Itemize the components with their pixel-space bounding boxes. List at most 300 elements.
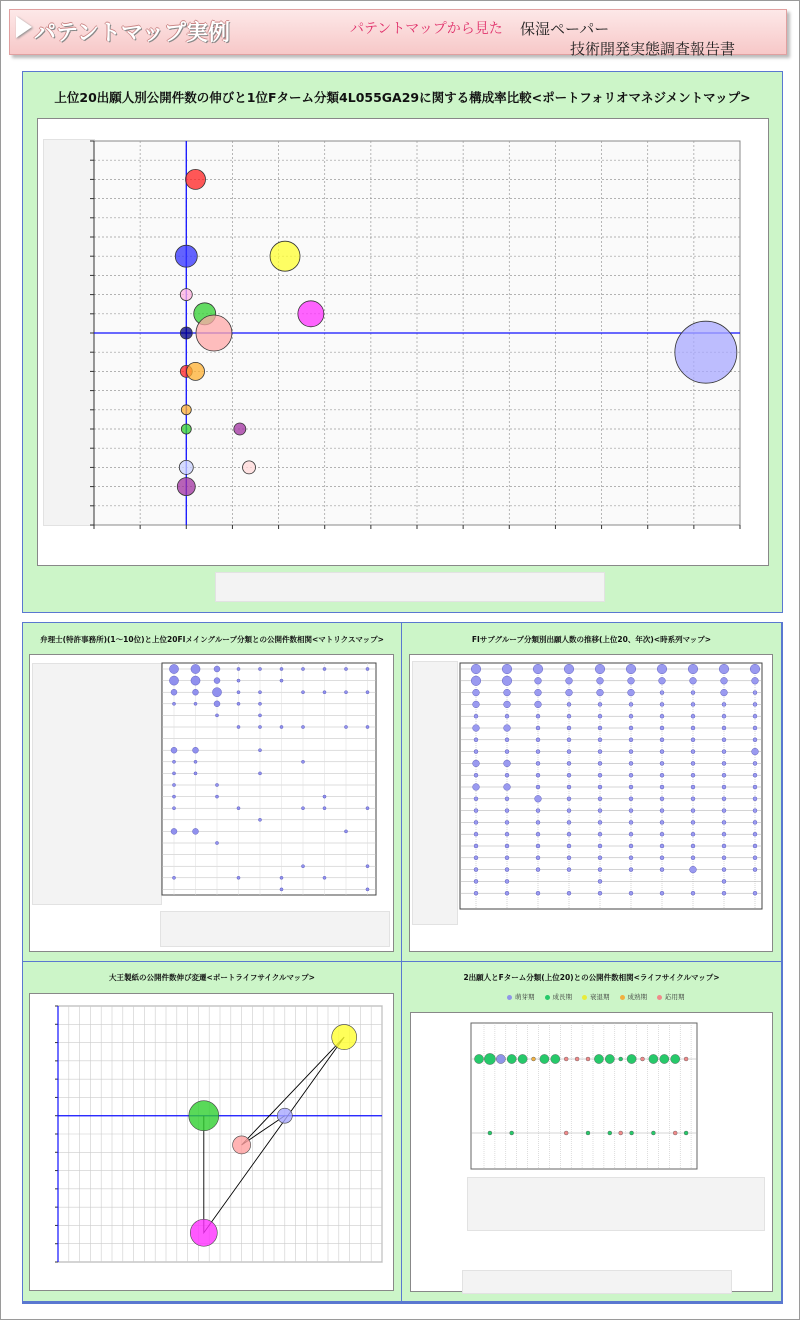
- ts-bubble: [629, 809, 633, 813]
- ts-bubble: [502, 664, 512, 674]
- lc2-bubble: [641, 1057, 645, 1061]
- ts-bubble: [629, 714, 633, 718]
- ts-bubble: [505, 856, 509, 860]
- ts-bubble: [505, 738, 509, 742]
- ts-bubble: [626, 664, 636, 674]
- ts-bubble: [504, 689, 511, 696]
- ts-bubble: [722, 891, 726, 895]
- ts-bubble: [474, 797, 478, 801]
- lc2-bubble: [496, 1054, 505, 1063]
- matrix-bubble-5: [280, 667, 283, 670]
- matrix-bubble-2: [214, 666, 220, 672]
- bubble-7: [196, 315, 232, 351]
- blurred-note-area: [215, 572, 605, 602]
- matrix-bubble-22: [344, 691, 347, 694]
- matrix-bubble-15: [171, 689, 177, 695]
- chart-lifecycle2-svg: [411, 1013, 772, 1173]
- matrix-bubble-28: [258, 702, 261, 705]
- panel-portfolio-title: 上位20出願人別公開件数の伸びと1位Fターム分類4L055GA29に関する構成率比較<ポートフォリオマネジメントマップ>: [54, 90, 751, 105]
- bubble-3: [180, 289, 192, 301]
- ts-bubble: [535, 701, 542, 708]
- chart-portfolio: [37, 118, 769, 566]
- chart-lifecycle: [29, 993, 394, 1291]
- matrix-bubble-55: [366, 807, 369, 810]
- legend-label: 萌芽期: [515, 993, 535, 1001]
- ts-bubble: [536, 714, 540, 718]
- legend-label: 衰退期: [590, 993, 610, 1001]
- panel-lifecycle2-title: 2出願人とFターム分類(上位20)との公開件数相関<ライフサイクルマップ>: [463, 973, 720, 982]
- ts-bubble: [660, 844, 664, 848]
- ts-bubble: [721, 677, 728, 684]
- ts-bubble: [505, 820, 509, 824]
- ts-bubble: [567, 726, 571, 730]
- chart-timeseries: [409, 654, 773, 952]
- ts-bubble: [595, 664, 605, 674]
- matrix-bubble-25: [194, 702, 197, 705]
- ts-bubble: [536, 738, 540, 742]
- legend-swatch: [620, 995, 625, 1000]
- ts-bubble: [629, 832, 633, 836]
- ts-bubble: [505, 879, 509, 883]
- lc2-bubble: [673, 1131, 677, 1135]
- blurred-note-area: [462, 1270, 732, 1294]
- ts-bubble: [629, 797, 633, 801]
- ts-bubble: [505, 797, 509, 801]
- bubble-13: [234, 423, 246, 435]
- bubble-8: [675, 321, 737, 383]
- matrix-bubble-3: [237, 667, 240, 670]
- ts-bubble: [629, 891, 633, 895]
- matrix-bubble-43: [172, 772, 175, 775]
- ts-bubble: [567, 750, 571, 754]
- matrix-bubble-36: [366, 725, 369, 728]
- matrix-bubble-58: [193, 828, 199, 834]
- ts-bubble: [753, 702, 757, 706]
- matrix-bubble-41: [194, 760, 197, 763]
- ts-bubble: [535, 795, 542, 802]
- ts-bubble: [691, 856, 695, 860]
- chart-lifecycle-svg: [30, 994, 393, 1290]
- ts-bubble: [629, 785, 633, 789]
- panel-lifecycle: [23, 962, 401, 1301]
- ts-bubble: [567, 797, 571, 801]
- ts-bubble: [753, 856, 757, 860]
- chart-portfolio-svg: [38, 119, 768, 565]
- matrix-bubble-13: [237, 679, 240, 682]
- lc2-bubble: [605, 1054, 614, 1063]
- panel-timeseries-title: FIサブグループ分類別出願人数の推移(上位20、年次)<時系列マップ>: [471, 635, 712, 644]
- ts-bubble: [505, 773, 509, 777]
- matrix-bubble-21: [323, 691, 326, 694]
- ts-bubble: [473, 689, 480, 696]
- bubble-10: [187, 362, 205, 380]
- page-title: パテントマップ実例: [34, 21, 231, 46]
- matrix-bubble-10: [169, 676, 178, 685]
- ts-bubble: [474, 856, 478, 860]
- source-label: パテントマップから見た: [350, 21, 503, 37]
- header-banner: [9, 9, 787, 58]
- matrix-bubble-26: [214, 701, 220, 707]
- matrix-bubble-34: [301, 725, 304, 728]
- report-label: 技術開発実態調査報告書: [570, 40, 736, 58]
- subject-label: 保湿ペーパー: [520, 20, 610, 38]
- ts-bubble: [660, 797, 664, 801]
- matrix-bubble-35: [344, 725, 347, 728]
- lc2-bubble: [510, 1131, 514, 1135]
- lc2-bubble: [474, 1054, 483, 1063]
- ts-bubble: [660, 868, 664, 872]
- ts-bubble: [722, 879, 726, 883]
- ts-bubble: [690, 677, 697, 684]
- ts-bubble: [691, 797, 695, 801]
- matrix-bubble-11: [191, 676, 200, 685]
- lc2-bubble: [649, 1054, 658, 1063]
- matrix-bubble-50: [323, 795, 326, 798]
- lc2-bubble: [551, 1054, 560, 1063]
- lc2-bubble: [684, 1057, 688, 1061]
- ts-bubble: [474, 714, 478, 718]
- ts-bubble: [474, 891, 478, 895]
- ts-bubble: [474, 750, 478, 754]
- ts-bubble: [598, 797, 602, 801]
- lc2-bubble: [594, 1054, 603, 1063]
- panel-lifecycle2: [402, 962, 781, 1301]
- legend-swatch: [507, 995, 512, 1000]
- bubble-6: [180, 327, 192, 339]
- matrix-bubble-49: [215, 795, 218, 798]
- ts-bubble: [629, 702, 633, 706]
- ts-bubble: [691, 785, 695, 789]
- ts-bubble: [752, 677, 759, 684]
- matrix-bubble-6: [301, 667, 304, 670]
- ts-bubble: [474, 879, 478, 883]
- ts-bubble: [567, 702, 571, 706]
- ts-bubble: [722, 750, 726, 754]
- lc2-bubble: [564, 1131, 568, 1135]
- matrix-bubble-57: [171, 828, 177, 834]
- ts-bubble: [597, 677, 604, 684]
- ts-bubble: [473, 760, 480, 767]
- lc2-bubble: [608, 1131, 612, 1135]
- ts-bubble: [505, 832, 509, 836]
- ts-bubble: [753, 691, 757, 695]
- life-bubble-3: [233, 1136, 251, 1154]
- ts-bubble: [691, 844, 695, 848]
- ts-bubble: [474, 844, 478, 848]
- matrix-bubble-61: [301, 865, 304, 868]
- matrix-bubble-47: [215, 783, 218, 786]
- ts-bubble: [567, 714, 571, 718]
- ts-bubble: [691, 820, 695, 824]
- chart-matrix: [29, 654, 394, 952]
- ts-bubble: [505, 844, 509, 848]
- matrix-bubble-17: [212, 688, 221, 697]
- ts-bubble: [629, 750, 633, 754]
- matrix-bubble-53: [301, 807, 304, 810]
- ts-bubble: [660, 773, 664, 777]
- ts-bubble: [598, 868, 602, 872]
- matrix-bubble-7: [323, 667, 326, 670]
- matrix-bubble-64: [237, 876, 240, 879]
- ts-bubble: [629, 773, 633, 777]
- matrix-bubble-39: [258, 749, 261, 752]
- ts-bubble: [722, 820, 726, 824]
- matrix-bubble-4: [258, 667, 261, 670]
- matrix-bubble-38: [193, 747, 199, 753]
- ts-bubble: [750, 664, 760, 674]
- ts-bubble: [753, 844, 757, 848]
- matrix-bubble-27: [237, 702, 240, 705]
- matrix-bubble-31: [237, 725, 240, 728]
- ts-bubble: [473, 784, 480, 791]
- matrix-bubble-45: [258, 772, 261, 775]
- life-bubble-2: [332, 1025, 357, 1050]
- triangle-icon: [16, 16, 32, 38]
- ts-bubble: [753, 738, 757, 742]
- ts-bubble: [722, 868, 726, 872]
- matrix-bubble-24: [172, 702, 175, 705]
- ts-bubble: [505, 750, 509, 754]
- ts-bubble: [629, 856, 633, 860]
- ts-bubble: [533, 664, 543, 674]
- lc2-bubble: [627, 1054, 636, 1063]
- ts-bubble: [688, 664, 698, 674]
- ts-bubble: [660, 702, 664, 706]
- lc2-bubble: [630, 1131, 634, 1135]
- lc2-bubble: [684, 1131, 688, 1135]
- ts-bubble: [566, 689, 573, 696]
- ts-bubble: [722, 773, 726, 777]
- legend-label: 成長期: [552, 993, 572, 1001]
- matrix-bubble-29: [215, 714, 218, 717]
- legend: [497, 992, 685, 1004]
- life-bubble-4: [277, 1108, 292, 1123]
- lc2-bubble: [651, 1131, 655, 1135]
- bubble-2: [270, 241, 300, 271]
- ts-bubble: [536, 856, 540, 860]
- matrix-bubble-14: [280, 679, 283, 682]
- ts-bubble: [753, 761, 757, 765]
- ts-bubble: [719, 664, 729, 674]
- ts-bubble: [502, 676, 512, 686]
- ts-bubble: [660, 738, 664, 742]
- matrix-bubble-32: [258, 725, 261, 728]
- ts-bubble: [753, 797, 757, 801]
- ts-bubble: [752, 748, 759, 755]
- ts-bubble: [567, 809, 571, 813]
- matrix-bubble-16: [193, 689, 199, 695]
- lc2-bubble: [484, 1053, 495, 1064]
- ts-bubble: [722, 785, 726, 789]
- ts-bubble: [567, 761, 571, 765]
- ts-bubble: [691, 891, 695, 895]
- chart-matrix-svg: [30, 655, 393, 951]
- ts-bubble: [598, 785, 602, 789]
- ts-bubble: [629, 738, 633, 742]
- ts-bubble: [691, 714, 695, 718]
- panel-lifecycle-title: 大王製紙の公開件数伸び変遷<ポートライフサイクルマップ>: [109, 973, 315, 982]
- plot-area: [162, 663, 376, 895]
- bubble-1: [175, 245, 197, 267]
- matrix-bubble-46: [172, 783, 175, 786]
- ts-bubble: [474, 868, 478, 872]
- ts-bubble: [567, 773, 571, 777]
- ts-bubble: [564, 664, 574, 674]
- matrix-bubble-67: [280, 888, 283, 891]
- lc2-bubble: [619, 1131, 623, 1135]
- ts-bubble: [690, 866, 697, 873]
- lc2-bubble: [518, 1054, 527, 1063]
- legend-swatch: [545, 995, 550, 1000]
- ts-bubble: [536, 844, 540, 848]
- ts-bubble: [567, 891, 571, 895]
- ts-bubble: [598, 750, 602, 754]
- ts-bubble: [691, 726, 695, 730]
- ts-bubble: [629, 761, 633, 765]
- matrix-bubble-63: [172, 876, 175, 879]
- matrix-bubble-54: [323, 807, 326, 810]
- ts-bubble: [598, 702, 602, 706]
- lc2-bubble: [532, 1057, 536, 1061]
- ts-bubble: [598, 832, 602, 836]
- ts-bubble: [691, 702, 695, 706]
- ts-bubble: [660, 891, 664, 895]
- bubble-5: [298, 301, 324, 327]
- ts-bubble: [691, 809, 695, 813]
- ts-bubble: [598, 738, 602, 742]
- ts-bubble: [536, 726, 540, 730]
- ts-bubble: [628, 677, 635, 684]
- matrix-bubble-19: [258, 691, 261, 694]
- ts-bubble: [473, 701, 480, 708]
- ts-bubble: [660, 809, 664, 813]
- ts-bubble: [567, 868, 571, 872]
- ts-bubble: [598, 761, 602, 765]
- life-bubble-1: [190, 1219, 217, 1246]
- ts-bubble: [504, 725, 511, 732]
- ts-bubble: [722, 702, 726, 706]
- matrix-bubble-48: [172, 795, 175, 798]
- legend-label: 成熟期: [627, 993, 647, 1001]
- matrix-bubble-66: [323, 876, 326, 879]
- ts-bubble: [660, 820, 664, 824]
- ts-bubble: [505, 809, 509, 813]
- bubble-0: [186, 169, 206, 189]
- ts-bubble: [691, 832, 695, 836]
- matrix-bubble-40: [172, 760, 175, 763]
- ts-bubble: [660, 785, 664, 789]
- matrix-bubble-56: [258, 818, 261, 821]
- panel-timeseries: [402, 623, 781, 961]
- ts-bubble: [598, 820, 602, 824]
- panel-portfolio: [22, 71, 783, 613]
- ts-bubble: [691, 738, 695, 742]
- ts-bubble: [659, 677, 666, 684]
- matrix-bubble-30: [258, 714, 261, 717]
- ts-bubble: [536, 868, 540, 872]
- bubble-12: [181, 424, 191, 434]
- ts-bubble: [598, 809, 602, 813]
- ts-bubble: [753, 891, 757, 895]
- ts-bubble: [722, 761, 726, 765]
- ts-bubble: [536, 773, 540, 777]
- ts-bubble: [753, 726, 757, 730]
- lc2-bubble: [586, 1057, 590, 1061]
- bubble-11: [181, 405, 191, 415]
- matrix-bubble-65: [280, 876, 283, 879]
- ts-bubble: [753, 773, 757, 777]
- lc2-bubble: [564, 1057, 568, 1061]
- ts-bubble: [536, 750, 540, 754]
- ts-bubble: [722, 844, 726, 848]
- ts-bubble: [753, 832, 757, 836]
- ts-bubble: [536, 832, 540, 836]
- ts-bubble: [535, 677, 542, 684]
- ts-bubble: [536, 761, 540, 765]
- ts-bubble: [567, 856, 571, 860]
- ts-bubble: [505, 868, 509, 872]
- matrix-bubble-12: [214, 678, 220, 684]
- ts-bubble: [536, 891, 540, 895]
- lc2-bubble: [540, 1054, 549, 1063]
- ts-bubble: [567, 832, 571, 836]
- ts-bubble: [660, 761, 664, 765]
- matrix-bubble-20: [301, 691, 304, 694]
- ts-bubble: [567, 820, 571, 824]
- ts-bubble: [473, 725, 480, 732]
- ts-bubble: [722, 726, 726, 730]
- ts-bubble: [722, 809, 726, 813]
- ts-bubble: [753, 820, 757, 824]
- ts-bubble: [504, 760, 511, 767]
- life-bubble-0: [189, 1101, 219, 1131]
- ts-bubble: [504, 701, 511, 708]
- matrix-bubble-33: [280, 725, 283, 728]
- ts-bubble: [597, 689, 604, 696]
- matrix-bubble-60: [215, 841, 218, 844]
- ts-bubble: [660, 691, 664, 695]
- matrix-bubble-68: [366, 888, 369, 891]
- ts-bubble: [691, 691, 695, 695]
- panel-matrix: [23, 623, 401, 961]
- ts-bubble: [598, 726, 602, 730]
- lc2-bubble: [660, 1054, 669, 1063]
- ts-bubble: [660, 832, 664, 836]
- lc2-bubble: [619, 1057, 623, 1061]
- ts-bubble: [598, 773, 602, 777]
- ts-bubble: [474, 773, 478, 777]
- ts-bubble: [691, 750, 695, 754]
- lc2-bubble: [586, 1131, 590, 1135]
- ts-bubble: [660, 750, 664, 754]
- ts-bubble: [505, 891, 509, 895]
- lc2-bubble: [488, 1131, 492, 1135]
- ts-bubble: [660, 856, 664, 860]
- matrix-bubble-9: [366, 667, 369, 670]
- ts-bubble: [598, 844, 602, 848]
- ts-bubble: [474, 832, 478, 836]
- ts-bubble: [474, 809, 478, 813]
- ts-bubble: [660, 714, 664, 718]
- matrix-bubble-44: [194, 772, 197, 775]
- lc2-bubble: [575, 1057, 579, 1061]
- ts-bubble: [629, 868, 633, 872]
- bubble-16: [177, 478, 195, 496]
- ts-bubble: [753, 868, 757, 872]
- legend-swatch: [582, 995, 587, 1000]
- ts-bubble: [598, 856, 602, 860]
- ts-bubble: [471, 676, 481, 686]
